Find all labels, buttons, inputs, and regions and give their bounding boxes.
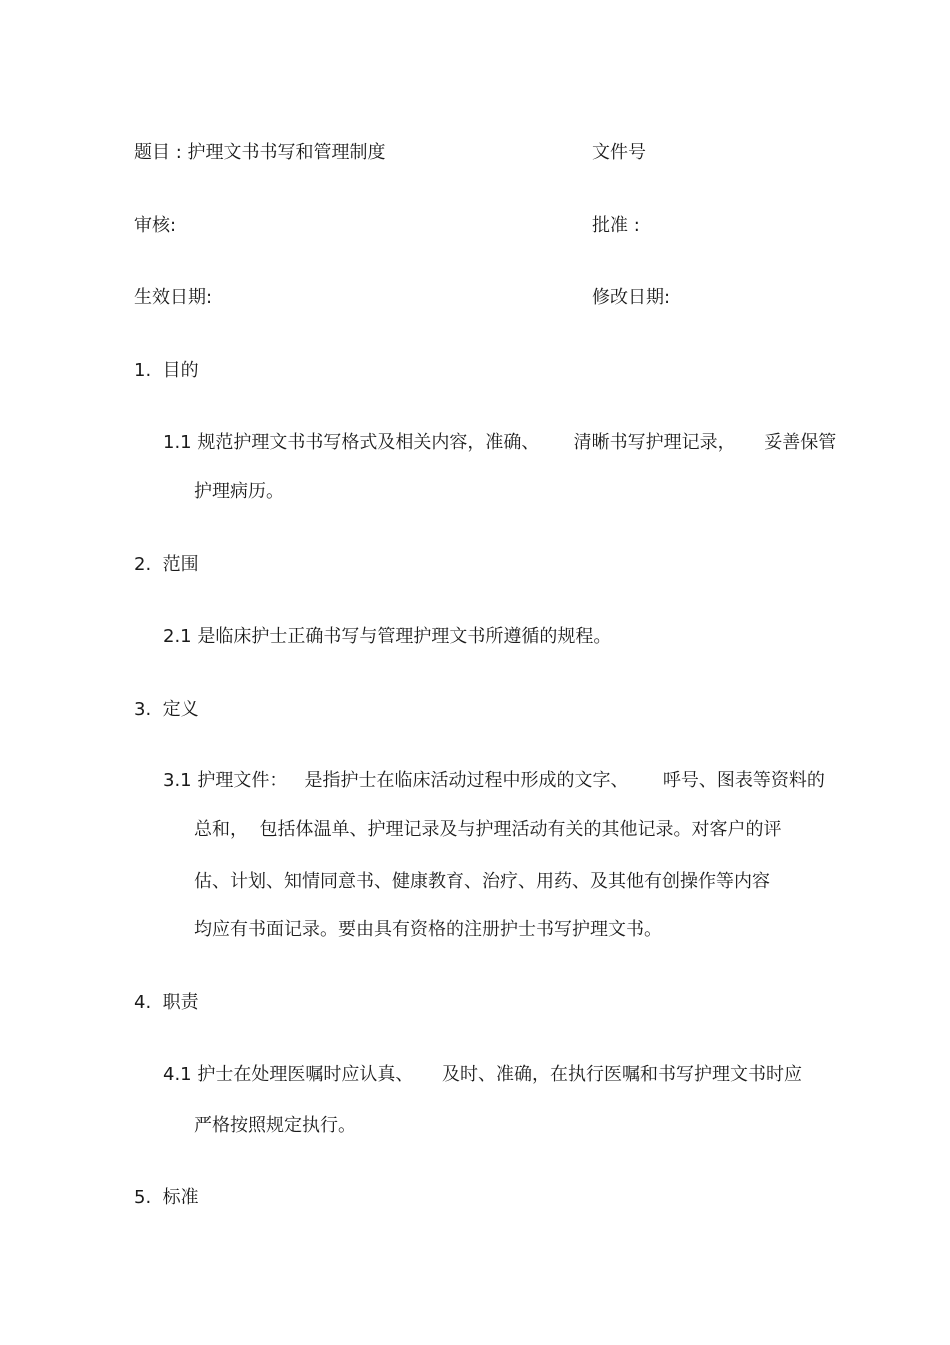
paragraph-line: 3.1 护理文件： 是指护士在临床活动过程中形成的文字、 呼号、图表等资料的 xyxy=(163,770,825,791)
paragraph-line: 估、计划、知情同意书、健康教育、治疗、用药、及其他有创操作等内容 xyxy=(194,871,770,892)
paragraph-line: 护理病历。 xyxy=(194,481,284,502)
approve-label: 批准 : xyxy=(592,215,640,236)
paragraph-line: 总和， 包括体温单、护理记录及与护理活动有关的其他记录。对客户的评 xyxy=(194,819,782,840)
file-number-label: 文件号 xyxy=(592,142,646,163)
doc-title: 题目 : 护理文书书写和管理制度 xyxy=(134,142,386,163)
section-heading: 4. 职责 xyxy=(134,992,199,1013)
review-label: 审核: xyxy=(134,215,177,236)
section-heading: 2. 范围 xyxy=(134,554,199,575)
paragraph-line: 严格按照规定执行。 xyxy=(194,1115,356,1136)
paragraph-line: 1.1 规范护理文书书写格式及相关内容，准确、 清晰书写护理记录， 妥善保管 xyxy=(163,432,837,453)
section-heading: 5. 标准 xyxy=(134,1187,199,1208)
paragraph-line: 均应有书面记录。要由具有资格的注册护士书写护理文书。 xyxy=(194,919,662,940)
paragraph-line: 2.1 是临床护士正确书写与管理护理文书所遵循的规程。 xyxy=(163,626,612,647)
section-heading: 1. 目的 xyxy=(134,360,199,381)
section-heading: 3. 定义 xyxy=(134,699,199,720)
paragraph-line: 4.1 护士在处理医嘱时应认真、 及时、准确，在执行医嘱和书写护理文书时应 xyxy=(163,1064,802,1085)
revision-date-label: 修改日期: xyxy=(592,287,671,308)
effective-date-label: 生效日期: xyxy=(134,287,213,308)
